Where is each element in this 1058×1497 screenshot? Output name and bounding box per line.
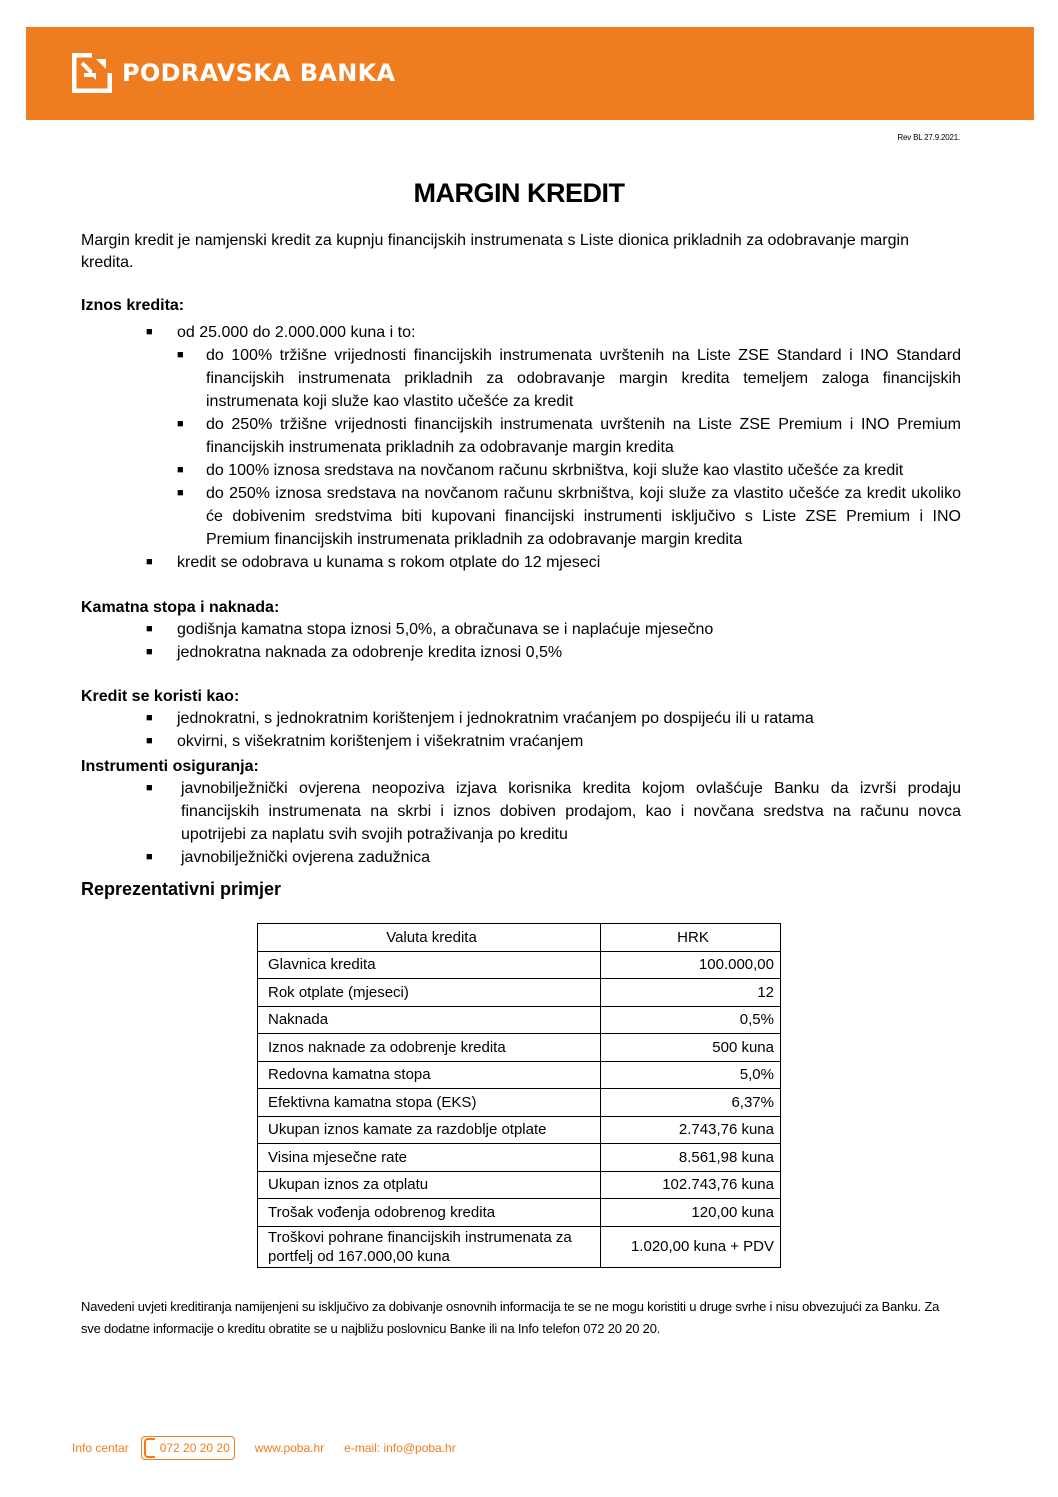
disclaimer-footnote: Navedeni uvjeti kreditiranja namijenjeni su isključivo za dobivanje osnovnih informacija te se ne mogu koristiti u druge svrhe i nisu obvezujući za Banku. Za sve dodatne informacije o kreditu obratite se u najbližu poslovnicu Banke ili na Info telefon 072 20 20 20. [81, 1299, 940, 1336]
page-title: MARGIN KREDIT [413, 178, 625, 208]
info-centar-label: Info centar [72, 1441, 129, 1455]
email-link[interactable]: e-mail: info@poba.hr [344, 1441, 456, 1455]
table-cell-value: 2.743,76 kuna [601, 1116, 781, 1144]
list-item: ■ javnobilježnički ovjerena zadužnica [0, 846, 961, 869]
bank-name: PODRAVSKA BANKA [122, 59, 396, 87]
table-cell-label: Troškovi pohrane financijskih instrumenata za portfelj od 167.000,00 kuna [258, 1226, 601, 1267]
table-cell-label: Naknada [258, 1006, 601, 1034]
bullet-icon: ■ [146, 623, 153, 635]
bank-logo [72, 53, 395, 93]
table-row [258, 1116, 781, 1144]
table-row [258, 979, 781, 1007]
header-band [26, 27, 1034, 120]
intro-paragraph: Margin kredit je namjenski kredit za kupnju financijskih instrumenata s Liste dionica prikladnih za odobravanje margin kredita. [81, 232, 909, 271]
bullet-icon: ■ [146, 556, 153, 568]
table-header-cell: HRK [601, 924, 781, 952]
table-row [258, 1226, 781, 1267]
bullet-icon: ■ [177, 487, 184, 499]
table-cell-value: 8.561,98 kuna [601, 1144, 781, 1172]
table-cell-label: Rok otplate (mjeseci) [258, 979, 601, 1007]
table-row [258, 951, 781, 979]
table-cell-label: Redovna kamatna stopa [258, 1061, 601, 1089]
table-cell-label: Glavnica kredita [258, 951, 601, 979]
table-row [258, 1034, 781, 1062]
info-phone-number: 072 20 20 20 [159, 1441, 230, 1455]
table-cell-value: 12 [601, 979, 781, 1007]
bullet-icon: ■ [146, 735, 153, 747]
table-row [258, 1061, 781, 1089]
table-cell-label: Ukupan iznos kamate za razdoblje otplate [258, 1116, 601, 1144]
list-item: ■ do 250% tržišne vrijednosti financijskih instrumenata uvrštenih na Liste ZSE Premium i INO Premium financijskih instrumenata prikladnih za odobravanje margin kredita [142, 413, 961, 459]
koristi-list [0, 707, 961, 753]
representative-example-table [257, 923, 781, 1268]
table-cell-value: 102.743,76 kuna [601, 1171, 781, 1199]
table-cell-value: 5,0% [601, 1061, 781, 1089]
table-header-cell: Valuta kredita [258, 924, 601, 952]
list-item: ■ jednokratna naknada za odobrenje kredita iznosi 0,5% [0, 641, 961, 664]
table-cell-value: 1.020,00 kuna + PDV [601, 1226, 781, 1267]
info-phone[interactable] [141, 1436, 235, 1460]
bullet-icon: ■ [177, 418, 184, 430]
phone-icon [144, 1438, 155, 1458]
section-heading-kamatna: Kamatna stopa i naknada: [81, 599, 280, 616]
table-cell-label: Iznos naknade za odobrenje kredita [258, 1034, 601, 1062]
list-item: ■ godišnja kamatna stopa iznosi 5,0%, a obračunava se i naplaćuje mjesečno [0, 618, 961, 641]
table-cell-label: Ukupan iznos za otplatu [258, 1171, 601, 1199]
revision-note: Rev BL 27.9.2021. [897, 133, 960, 142]
list-item: ■ do 250% iznosa sredstava na novčanom računu skrbništva, koji služe za vlastito učešće za kredit ukoliko će dobivenim sredstvima biti kupovani financijski instrumenti isključivo s Liste ZSE Premium i INO Premium financijskih instrumenata prikladnih za odobravanje margin kredita [142, 482, 961, 551]
table-header-row [258, 924, 781, 952]
bullet-icon: ■ [146, 851, 153, 863]
bullet-icon: ■ [146, 646, 153, 658]
page-footer [72, 1436, 476, 1460]
table-cell-label: Efektivna kamatna stopa (EKS) [258, 1089, 601, 1117]
bullet-icon: ■ [146, 326, 153, 338]
website-link[interactable]: www.poba.hr [254, 1441, 325, 1455]
list-item: ■ kredit se odobrava u kunama s rokom otplate do 12 mjeseci [0, 551, 961, 574]
bullet-icon: ■ [177, 464, 184, 476]
table-row [258, 1199, 781, 1227]
list-item: ■ od 25.000 do 2.000.000 kuna i to: ■ do 100% tržišne vrijednosti financijskih instrumenata uvrštenih na Liste ZSE Standard i INO Standard financijskih instrumenata prikladnih za odobravanje margin kredita temeljem zaloga financijskih instrumenata koji služe kao vlastito učešće za kredit ■ do 250% tržišne vrijednosti financijskih instrumenata uvrštenih na Liste ZSE Premium i INO Premium financijskih instrumenata prikladnih za odobravanje margin kredita ■ do 100% iznosa sredstava na novčanom računu skrbništva, koji služe kao vlastito učešće za kredit ■ do 250% iznosa sredstava na novčanom računu skrbništva, koji služe za vlastito učešće za kredit ukoliko će dobivenim sredstvima biti kupovani financijski instrumenti isključivo s Liste ZSE Premium i INO Premium financijskih instrumenata prikladnih za odobravanje margin kredita [0, 321, 961, 551]
list-item: ■ okvirni, s višekratnim korištenjem i višekratnim vraćanjem [0, 730, 961, 753]
table-cell-label: Visina mjesečne rate [258, 1144, 601, 1172]
table-cell-label: Trošak vođenja odobrenog kredita [258, 1199, 601, 1227]
list-item: ■ javnobilježnički ovjerena neopoziva izjava korisnika kredita kojom ovlašćuje Banku da izvrši prodaju financijskih instrumenata na skrbi i iznos dobiven prodajom, kao i novčana sredstva na računu novca upotrijebi za naplatu svih svojih potraživanja po kreditu [0, 777, 961, 846]
instrumenti-list [0, 777, 961, 869]
list-item: ■ jednokratni, s jednokratnim korištenjem i jednokratnim vraćanjem po dospijeću ili u ratama [0, 707, 961, 730]
table-row [258, 1006, 781, 1034]
iznos-list [0, 321, 961, 574]
table-row [258, 1144, 781, 1172]
bullet-icon: ■ [177, 349, 184, 361]
bullet-icon: ■ [146, 712, 153, 724]
table-cell-value: 100.000,00 [601, 951, 781, 979]
section-heading-instrumenti: Instrumenti osiguranja: [81, 758, 259, 775]
table-cell-value: 500 kuna [601, 1034, 781, 1062]
section-heading-primjer: Reprezentativni primjer [81, 879, 282, 899]
poba-logo-icon [72, 53, 112, 93]
iznos-sublist [142, 344, 961, 551]
section-heading-iznos: Iznos kredita: [81, 297, 185, 314]
table-cell-value: 120,00 kuna [601, 1199, 781, 1227]
kamatna-list [0, 618, 961, 664]
list-item: ■ do 100% iznosa sredstava na novčanom računu skrbništva, koji služe kao vlastito učešće za kredit [142, 459, 961, 482]
table-cell-value: 0,5% [601, 1006, 781, 1034]
table-row [258, 1089, 781, 1117]
section-heading-koristi: Kredit se koristi kao: [81, 688, 240, 705]
bullet-icon: ■ [146, 782, 153, 794]
document-body [81, 230, 961, 900]
table-cell-value: 6,37% [601, 1089, 781, 1117]
table-row [258, 1171, 781, 1199]
list-item: ■ do 100% tržišne vrijednosti financijskih instrumenata uvrštenih na Liste ZSE Standard i INO Standard financijskih instrumenata prikladnih za odobravanje margin kredita temeljem zaloga financijskih instrumenata koji služe kao vlastito učešće za kredit [142, 344, 961, 413]
